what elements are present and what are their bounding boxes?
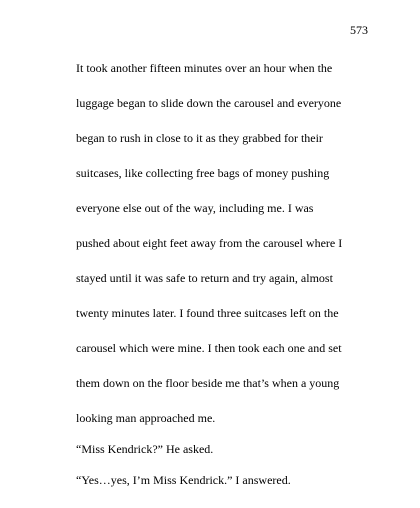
text-line: began to rush in close to it as they grabbed for their <box>76 131 323 145</box>
text-line: luggage began to slide down the carousel and everyone <box>76 96 342 110</box>
body-text <box>76 61 376 508</box>
text-line: them down on the floor beside me that’s when a young <box>76 376 340 390</box>
page-number: 573 <box>350 23 368 37</box>
dialogue-line: “Miss Kendrick?” He asked. <box>76 442 214 456</box>
text-line: stayed until it was safe to return and try again, almost <box>76 271 333 285</box>
text-line: twenty minutes later. I found three suitcases left on the <box>76 306 339 320</box>
text-line: pushed about eight feet away from the carousel where I <box>76 236 343 250</box>
text-line: It took another fifteen minutes over an hour when the <box>76 61 333 75</box>
text-line: carousel which were mine. I then took each one and set <box>76 341 342 355</box>
text-line: everyone else out of the way, including me. I was <box>76 201 314 215</box>
text-line: looking man approached me. <box>76 411 216 425</box>
dialogue-line: “Yes…yes, I’m Miss Kendrick.” I answered. <box>76 473 291 487</box>
text-line: suitcases, like collecting free bags of money pushing <box>76 166 330 180</box>
